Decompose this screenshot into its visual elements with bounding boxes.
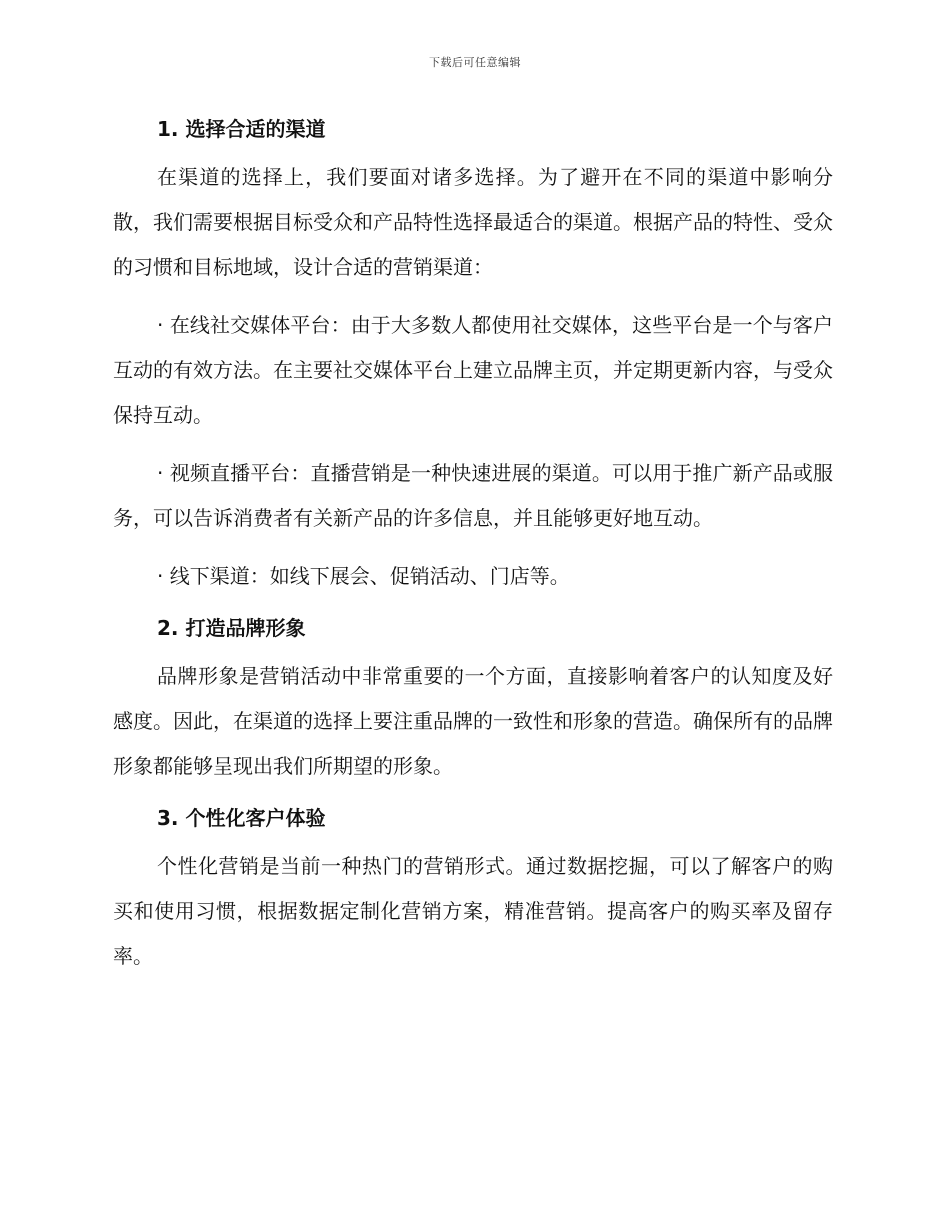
document-body (113, 113, 833, 979)
section-heading-brand-image: 2. 打造品牌形象 (157, 616, 306, 640)
paragraph-live-video: · 视频直播平台：直播营销是一种快速进展的渠道。可以用于推广新产品或服务，可以告诉消费者有关新产品的许多信息，并且能够更好地互动。 (113, 461, 833, 530)
paragraph-social-media: · 在线社交媒体平台：由于大多数人都使用社交媒体，这些平台是一个与客户互动的有效方法。在主要社交媒体平台上建立品牌主页，并定期更新内容，与受众保持互动。 (113, 313, 833, 427)
paragraph-personalization: 个性化营销是当前一种热门的营销形式。通过数据挖掘，可以了解客户的购买和使用习惯，根据数据定制化营销方案，精准营销。提高客户的购买率及留存率。 (113, 854, 833, 968)
paragraph-brand-image: 品牌形象是营销活动中非常重要的一个方面，直接影响着客户的认知度及好感度。因此，在渠道的选择上要注重品牌的一致性和形象的营造。确保所有的品牌形象都能够呈现出我们所期望的形象。 (113, 664, 833, 778)
section-heading-channels: 1. 选择合适的渠道 (157, 117, 326, 141)
section-heading-personalization: 3. 个性化客户体验 (157, 806, 326, 830)
header-note: 下载后可任意编辑 (429, 56, 521, 69)
paragraph-offline: · 线下渠道：如线下展会、促销活动、门店等。 (157, 564, 570, 588)
paragraph-channels-intro: 在渠道的选择上，我们要面对诸多选择。为了避开在不同的渠道中影响分散，我们需要根据目标受众和产品特性选择最适合的渠道。根据产品的特性、受众的习惯和目标地域，设计合适的营销渠道： (113, 165, 833, 279)
